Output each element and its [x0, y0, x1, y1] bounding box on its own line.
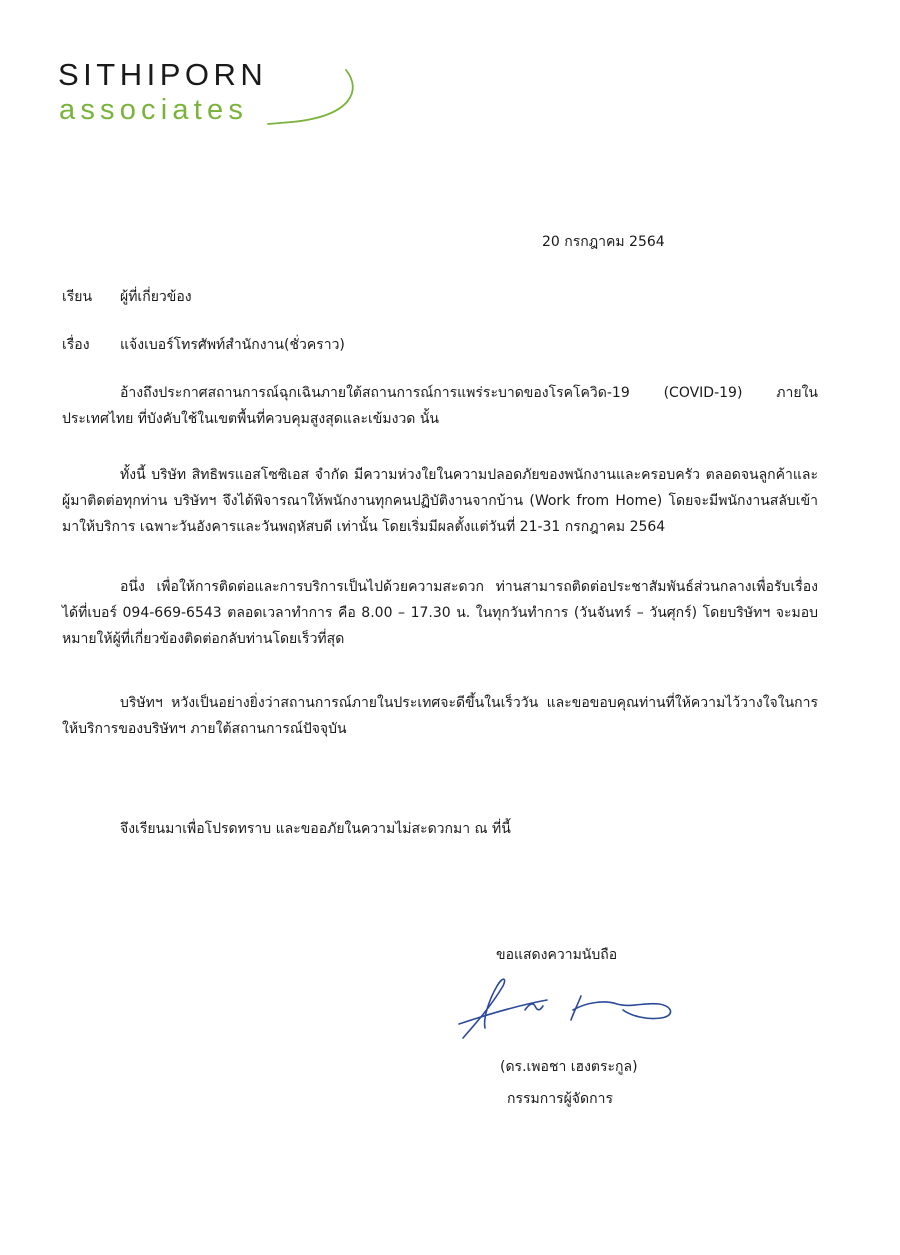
recipient-value: ผู้ที่เกี่ยวข้อง	[120, 289, 192, 305]
subject-label: เรื่อง	[62, 337, 90, 353]
subject-line	[62, 334, 345, 356]
subject-value: แจ้งเบอร์โทรศัพท์สำนักงาน(ชั่วคราว)	[120, 337, 345, 353]
logo-tagline: associates	[59, 94, 249, 126]
signer-name: (ดร.เพอชา เฮงตระกูล)	[500, 1059, 638, 1075]
logo-wordmark: SITHIPORN	[58, 57, 268, 92]
paragraph-work-from-home: ทั้งนี้ บริษัท สิทธิพรแอสโซซิเอส จำกัด มีความห่วงใยในความปลอดภัยของพนักงานและครอบครัว ตลอดจนลูกค้าและผู้มาติดต่อทุกท่าน บริษัทฯ จึงได้พิจารณาให้พนักงานทุกคนปฏิบัติงานจากบ้าน (Work from Home) โดยจะมีพนักงานสลับเข้ามาให้บริการ เฉพาะวันอังคารและวันพฤหัสบดี เท่านั้น โดยเริ่มมีผลตั้งแต่วันที่ 21-31 กรกฎาคม 2564	[62, 467, 818, 535]
signer-title: กรรมการผู้จัดการ	[507, 1091, 613, 1107]
letter-date: 20 กรกฎาคม 2564	[542, 234, 665, 250]
recipient-line	[62, 286, 192, 308]
regards-line: ขอแสดงความนับถือ	[496, 947, 618, 963]
company-logo	[58, 58, 318, 130]
logo-swoosh-icon	[228, 64, 368, 134]
closing-line: จึงเรียนมาเพื่อโปรดทราบ และขออภัยในความไม่สะดวกมา ณ ที่นี้	[120, 821, 511, 837]
paragraph-contact: อนึ่ง เพื่อให้การติดต่อและการบริการเป็นไปด้วยความสะดวก ท่านสามารถติดต่อประชาสัมพันธ์ส่วนกลางเพื่อรับเรื่องได้ที่เบอร์ 094-669-6543 ตลอดเวลาทำการ คือ 8.00 – 17.30 น. ในทุกวันทำการ (วันจันทร์ – วันศุกร์) โดยบริษัทฯ จะมอบหมายให้ผู้ที่เกี่ยวข้องติดต่อกลับท่านโดยเร็วที่สุด	[62, 579, 818, 647]
recipient-label: เรียน	[62, 289, 93, 305]
paragraph-reference: อ้างถึงประกาศสถานการณ์ฉุกเฉินภายใต้สถานการณ์การแพร่ระบาดของโรคโควิด-19 (COVID-19) ภายในประเทศไทย ที่บังคับใช้ในเขตพื้นที่ควบคุมสูงสุดและเข้มงวด นั้น	[62, 385, 818, 427]
handwritten-signature	[455, 966, 685, 1046]
paragraph-thanks: บริษัทฯ หวังเป็นอย่างยิ่งว่าสถานการณ์ภายในประเทศจะดีขึ้นในเร็ววัน และขอขอบคุณท่านที่ให้ความไว้วางใจในการให้บริการของบริษัทฯ ภายใต้สถานการณ์ปัจจุบัน	[62, 695, 818, 737]
